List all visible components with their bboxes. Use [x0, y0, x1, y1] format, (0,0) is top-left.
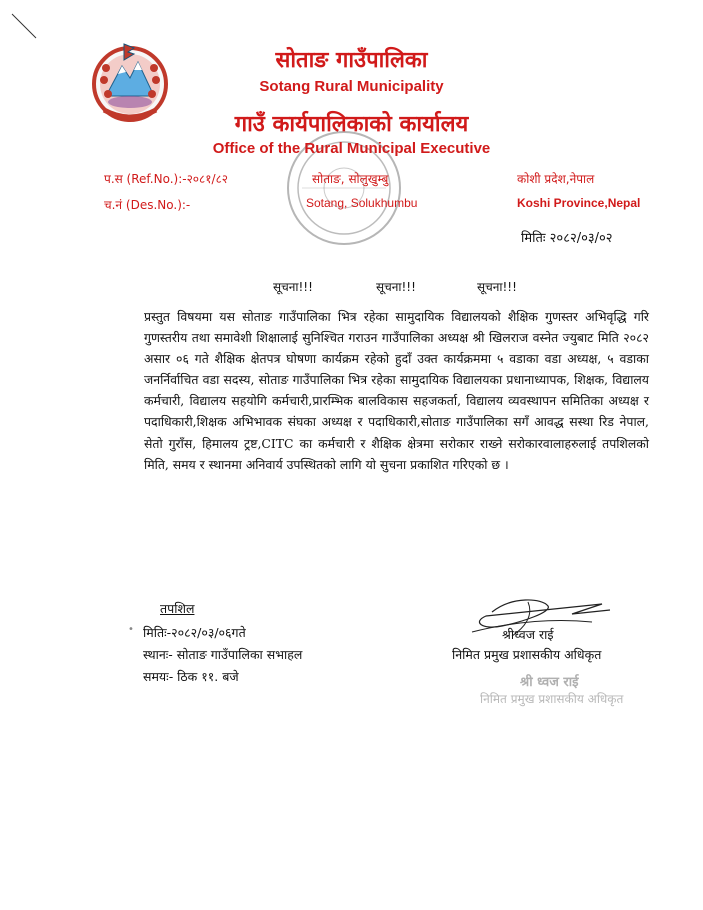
notice-heading-3: सूचना!!! [477, 280, 517, 294]
notice-heading-1: सूचना!!! [273, 280, 313, 294]
signatory-name: श्रीध्वज राई [502, 627, 554, 642]
dispatch-number: च.नं (Des.No.):- [104, 198, 191, 212]
province-nepali: कोशी प्रदेश,नेपाल [517, 172, 595, 186]
details-date: मितिः-२०८२/०३/०६गते [143, 625, 246, 640]
notice-body: प्रस्तुत विषयमा यस सोताङ गाउँपालिका भित्र रहेका सामुदायिक विद्यालयको शैक्षिक गुणस्तर अभिवृद्धि गरि गुणस्तरीय तथा समावेशी शिक्षालाई सुनिश्चित गराउन गाउँपालिका अध्यक्ष श्री खिलराज वस्नेत ज्युबाट मिति २०८२ असार ०६ गते शैक्षिक क्षेतपत्र घोषणा कार्यक्रम रहेको हुदाँ उक्त कार्यक्रममा ५ वडाका वडा अध्यक्ष, ५ वडाका जनर्निर्वाचित वडा सदस्य, सोताङ गाउँपालिका भित्र रहेका सामुदायिक विद्यालयका प्रधानाध्यापक, शिक्षक, विद्यालय कर्मचारी, विद्यालय सहयोगि कर्मचारी,प्रारम्भिक बालविकास सहजकर्ता, विद्यालय व्यवस्थापन समितिका अध्यक्ष र पदाधिकारी,शिक्षक अभिभावक संघका अध्यक्ष र पदाधिकारी,सोताङ गाउँपालिका सगँ आवद्ध सस्था रिड नेपाल, सेतो गुराँस, हिमालय ट्रष्ट,CITC का कर्मचारी र शैक्षिक क्षेत्रमा सरोकार राख्ने सरोकारवालाहरुलाई तपशिलको मिति, समय र स्थानमा अनिवार्य उपस्थितको लागि यो सुचना प्रकाशित गरिएको छ । [144, 309, 649, 472]
municipality-name-nepali: सोताङ गाउँपालिका [275, 48, 428, 73]
notice-heading-2: सूचना!!! [376, 280, 416, 294]
letter-date: मितिः २०८२/०३/०२ [521, 231, 613, 246]
details-time: समयः- ठिक ११. बजे [143, 669, 239, 684]
municipality-name-english: Sotang Rural Municipality [259, 78, 444, 95]
stamp-signatory-title: निमित प्रमुख प्रशासकीय अधिकृत [480, 692, 624, 706]
details-heading: तपशिल [160, 601, 195, 616]
details-place: स्थानः- सोताङ गाउँपालिका सभाहल [143, 647, 303, 662]
scan-corner-mark [10, 12, 40, 42]
office-name-english: Office of the Rural Municipal Executive [212, 140, 491, 157]
place-english: Sotang, Solukhumbu [306, 196, 418, 210]
place-nepali: सोताङ, सोलुखुम्बु [312, 172, 389, 186]
office-name-nepali: गाउँ कार्यपालिकाको कार्यालय [234, 112, 469, 137]
reference-number: प.स (Ref.No.):-२०८१/८२ [104, 172, 229, 186]
stamp-signatory-name: श्री ध्वज राई [520, 675, 579, 690]
signatory-title: निमित प्रमुख प्रशासकीय अधिकृत [452, 647, 602, 662]
province-english: Koshi Province,Nepal [517, 196, 641, 210]
bullet-mark: • [128, 624, 134, 635]
